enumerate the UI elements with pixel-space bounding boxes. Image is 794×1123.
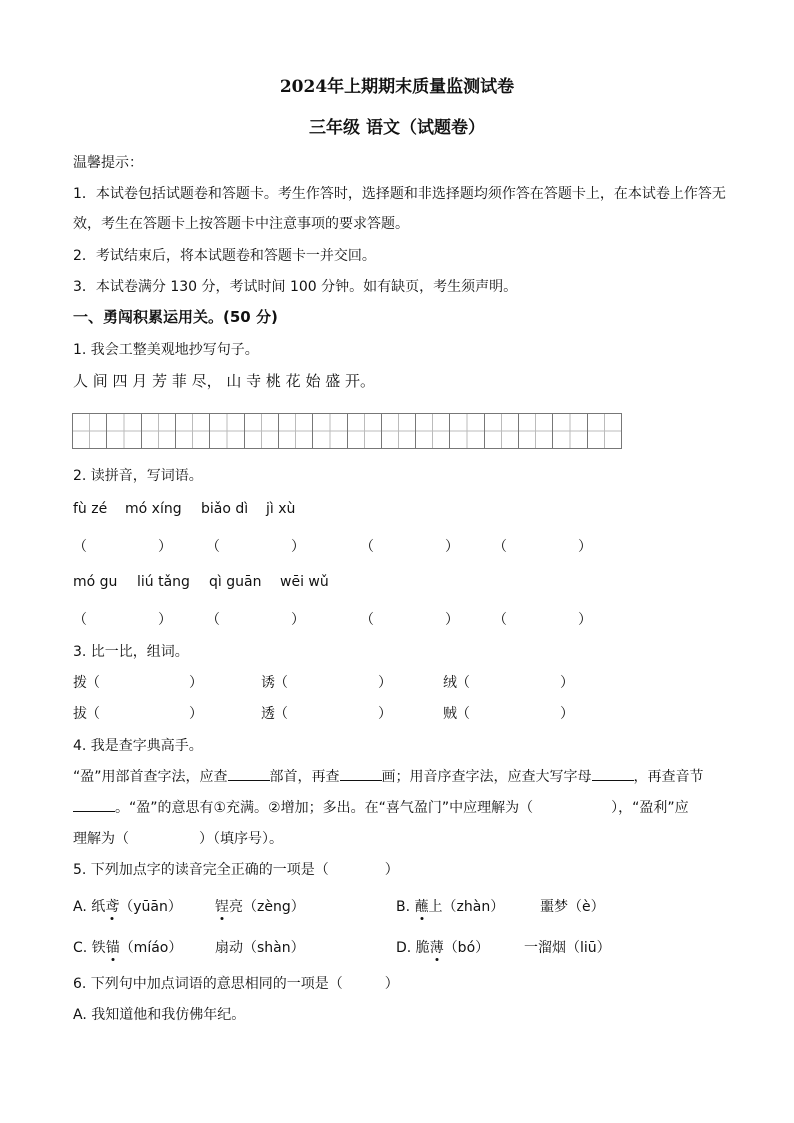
paren-close: ） <box>560 675 574 691</box>
q4-text: 。“盈”的意思有①充满。②增加；多出。在“喜气盈门”中应理解为（ <box>115 800 534 816</box>
pinyin: fù zé <box>73 501 108 517</box>
option-label: D. 脆 <box>396 940 430 956</box>
paren-close: ） <box>291 612 305 628</box>
option-label: A. 纸 <box>73 899 106 915</box>
copy-grid[interactable] <box>72 413 622 449</box>
q4-text: 部首，再查 <box>269 769 340 785</box>
q3-char: 诱 <box>261 675 275 691</box>
paren-open: （ <box>73 539 87 555</box>
answer-blank[interactable] <box>340 766 382 781</box>
paren-close: ） <box>578 539 592 555</box>
paren-open: （ <box>493 612 507 628</box>
paren-open: （ <box>493 539 507 555</box>
q6-prompt: 6. 下列句中加点词语的意思相同的一项是（ ） <box>73 976 399 992</box>
pinyin: mó gu <box>73 574 118 590</box>
paren-close: ） <box>560 706 574 722</box>
q5-option-c[interactable] <box>73 937 182 957</box>
q4-line-2 <box>73 797 689 817</box>
grid-cell[interactable] <box>210 414 244 448</box>
grid-cell[interactable] <box>313 414 347 448</box>
dotted-char: 鸢 <box>105 899 120 915</box>
answer-blank[interactable] <box>73 797 115 812</box>
q5-option-d[interactable] <box>396 937 489 957</box>
paren-close: ） <box>445 539 459 555</box>
paren-open: （ <box>73 612 87 628</box>
q3-char: 贼 <box>443 706 457 722</box>
q4-line-1 <box>73 766 704 786</box>
paren-open: （ <box>456 675 470 691</box>
pinyin: liú tǎng <box>137 574 190 590</box>
notes-heading: 温馨提示： <box>73 155 143 171</box>
grid-cell[interactable] <box>73 414 107 448</box>
paren-open: （ <box>86 706 100 722</box>
option-pinyin: 亮（zèng） <box>229 899 305 915</box>
q4-line-3: 理解为（ ）（填序号）。 <box>73 831 283 847</box>
paren-open: （ <box>206 612 220 628</box>
dotted-char: 薄 <box>429 940 444 956</box>
note-item-1-line-2: 效，考生在答题卡上按答题卡中注意事项的要求答题。 <box>73 216 409 232</box>
answer-blank[interactable] <box>228 766 270 781</box>
grid-cell[interactable] <box>107 414 141 448</box>
option-pinyin: （bó） <box>443 940 490 956</box>
option-pinyin: （yūān） <box>119 899 182 915</box>
grid-cell[interactable] <box>348 414 382 448</box>
grid-cell[interactable] <box>176 414 210 448</box>
paren-open: （ <box>206 539 220 555</box>
paren-close: ） <box>158 539 172 555</box>
grid-cell[interactable] <box>519 414 553 448</box>
grid-cell[interactable] <box>553 414 587 448</box>
paren-close: ） <box>378 706 392 722</box>
paren-close: ） <box>378 675 392 691</box>
q5-option-b-word-2: 噩梦（è） <box>540 899 605 915</box>
q5-prompt: 5. 下列加点字的读音完全正确的一项是（ ） <box>73 862 399 878</box>
paren-open: （ <box>456 706 470 722</box>
grid-cell[interactable] <box>142 414 176 448</box>
q4-text: “盈”用部首查字法，应查 <box>73 769 228 785</box>
grid-cell[interactable] <box>279 414 313 448</box>
paren-close: ） <box>445 612 459 628</box>
paren-open: （ <box>360 539 374 555</box>
paren-open: （ <box>274 706 288 722</box>
answer-blank[interactable] <box>592 766 634 781</box>
q4-text: ），“盈利”应 <box>611 800 689 816</box>
pinyin: qì guān <box>209 574 262 590</box>
paren-open: （ <box>360 612 374 628</box>
pinyin: mó xíng <box>125 501 182 517</box>
note-item-1-line-1: 1．本试卷包括试题卷和答题卡。考生作答时，选择题和非选择题均须作答在答题卡上，在本试卷上作答无 <box>73 186 726 202</box>
q3-prompt: 3. 比一比，组词。 <box>73 644 189 660</box>
q6-option-a[interactable]: A. 我知道他和我仿佛年纪。 <box>73 1007 246 1023</box>
dotted-char: 蘸 <box>414 899 429 915</box>
pinyin: wēi wǔ <box>280 574 329 590</box>
option-label: B. <box>396 899 415 915</box>
q2-prompt: 2. 读拼音，写词语。 <box>73 468 203 484</box>
q4-text: ，再查音节 <box>633 769 704 785</box>
paren-open: （ <box>274 675 288 691</box>
paren-close: ） <box>158 612 172 628</box>
q3-char: 拨 <box>73 675 87 691</box>
q5-option-a[interactable] <box>73 896 182 916</box>
q5-option-d-word-2: 一溜烟（liū） <box>524 940 611 956</box>
dotted-char: 锚 <box>105 940 120 956</box>
q1-sentence: 人 间 四 月 芳 菲 尽， 山 寺 桃 花 始 盛 开。 <box>73 372 375 390</box>
grid-cell[interactable] <box>588 414 621 448</box>
paren-close: ） <box>189 675 203 691</box>
paren-open: （ <box>86 675 100 691</box>
page-subtitle: 三年级 语文（试题卷） <box>309 118 485 138</box>
option-label: C. 铁 <box>73 940 106 956</box>
q3-char: 拔 <box>73 706 87 722</box>
grid-cell[interactable] <box>450 414 484 448</box>
paren-close: ） <box>578 612 592 628</box>
section-1-heading: 一、勇闯积累运用关。(50 分) <box>73 308 278 326</box>
option-pinyin: （míáo） <box>119 940 183 956</box>
q1-prompt: 1. 我会工整美观地抄写句子。 <box>73 342 259 358</box>
grid-cell[interactable] <box>485 414 519 448</box>
q3-char: 绒 <box>443 675 457 691</box>
q3-char: 透 <box>261 706 275 722</box>
grid-cell[interactable] <box>382 414 416 448</box>
note-item-2: 2．考试结束后，将本试题卷和答题卡一并交回。 <box>73 248 376 264</box>
page-title: 2024年上期期末质量监测试卷 <box>279 77 515 97</box>
note-item-3: 3．本试卷满分 130 分，考试时间 100 分钟。如有缺页，考生须声明。 <box>73 279 518 295</box>
q4-prompt: 4. 我是查字典高手。 <box>73 738 203 754</box>
grid-cell[interactable] <box>416 414 450 448</box>
paren-close: ） <box>189 706 203 722</box>
pinyin: biǎo dì <box>201 501 249 517</box>
q5-option-c-word-2: 扇动（shàn） <box>215 940 305 956</box>
pinyin: jì xù <box>266 501 296 517</box>
q4-text: 画；用音序查字法，应查大写字母 <box>381 769 592 785</box>
dotted-char: 锃 <box>215 899 229 915</box>
paren-close: ） <box>291 539 305 555</box>
q5-option-a-word-2 <box>215 896 305 916</box>
option-pinyin: 上（zhàn） <box>428 899 505 915</box>
q5-option-b[interactable] <box>396 896 504 916</box>
grid-cell[interactable] <box>245 414 279 448</box>
